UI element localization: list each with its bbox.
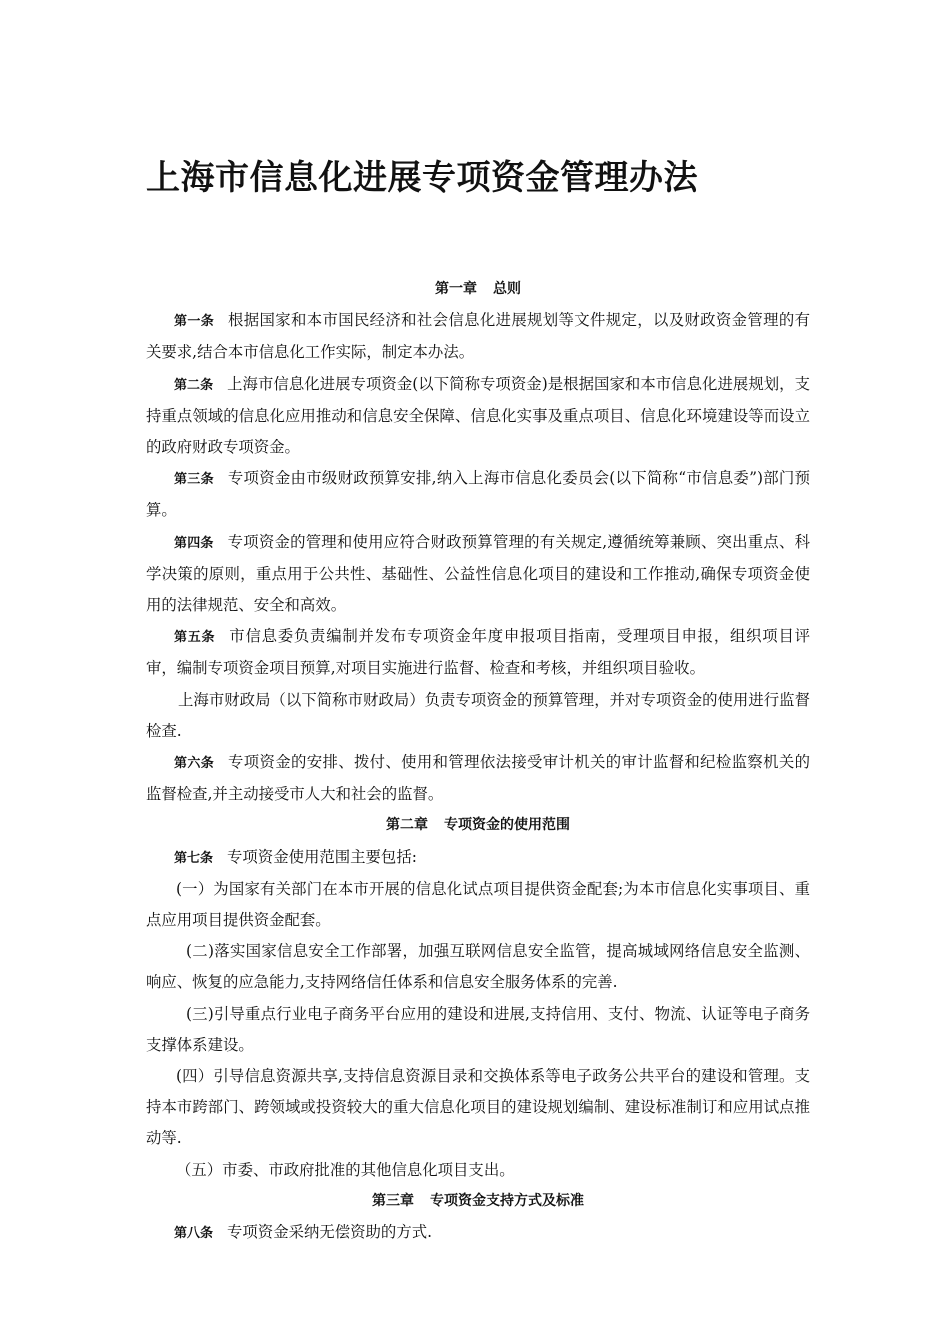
article-5-paragraph-2: 上海市财政局（以下简称市财政局）负责专项资金的预算管理，并对专项资金的使用进行监督检查. (146, 690, 810, 740)
chapter-label: 第一章 (435, 281, 477, 297)
article-number: 第四条 (174, 535, 214, 551)
article-number: 第二条 (174, 377, 214, 393)
article-6 (146, 747, 810, 810)
document-body (146, 274, 810, 1249)
article-2 (146, 369, 810, 464)
article-text: 专项资金由市级财政预算安排,纳入上海市信息化委员会(以下简称“市信息委”)部门预算。 (146, 469, 810, 520)
article-number: 第七条 (174, 850, 214, 866)
document-title: 上海市信息化进展专项资金管理办法 (146, 158, 698, 198)
article-3 (146, 463, 810, 526)
list-item-2: (二)落实国家信息安全工作部署，加强互联网信息安全监管，提高城域网络信息安全监测、响应、恢复的应急能力,支持网络信任体系和信息安全服务体系的完善. (146, 942, 810, 992)
article-1 (146, 305, 810, 368)
article-text: 根据国家和本市国民经济和社会信息化进展规划等文件规定，以及财政资金管理的有关要求,结合本市信息化工作实际，制定本办法。 (146, 311, 810, 362)
article-text: 上海市信息化进展专项资金(以下简称专项资金)是根据国家和本市信息化进展规划，支持重点领域的信息化应用推动和信息安全保障、信息化实事及重点项目、信息化环境建设等而设立的政府财政专项资金。 (146, 374, 810, 457)
article-8 (146, 1217, 810, 1249)
chapter-name: 专项资金支持方式及标准 (430, 1192, 584, 1209)
article-text: 专项资金的安排、拨付、使用和管理依法接受审计机关的审计监督和纪检监察机关的监督检查,并主动接受市人大和社会的监督。 (146, 753, 810, 804)
list-item-3: (三)引导重点行业电子商务平台应用的建设和进展,支持信用、支付、物流、认证等电子商务支撑体系建设。 (146, 1004, 810, 1054)
article-7 (146, 842, 810, 874)
article-5 (146, 621, 810, 684)
chapter-label: 第三章 (372, 1192, 414, 1209)
article-text: 专项资金采纳无偿资助的方式. (227, 1223, 432, 1242)
list-item-4: (四）引导信息资源共享,支持信息资源目录和交换体系等电子政务公共平台的建设和管理。支持本市跨部门、跨领域或投资较大的重大信息化项目的建设规划编制、建设标准制订和应用试点推动等. (146, 1067, 810, 1148)
chapter-name: 总则 (493, 281, 521, 297)
chapter-label: 第二章 (386, 817, 428, 834)
article-text: 专项资金的管理和使用应符合财政预算管理的有关规定,遵循统筹兼顾、突出重点、科学决策的原则，重点用于公共性、基础性、公益性信息化项目的建设和工作推动,确保专项资金使用的法律规范、安全和高效。 (146, 532, 810, 615)
article-number: 第五条 (174, 630, 216, 646)
chapter-name: 专项资金的使用范围 (444, 817, 570, 834)
list-item-5: （五）市委、市政府批准的其他信息化项目支出。 (176, 1160, 515, 1179)
article-text: 专项资金使用范围主要包括: (227, 847, 417, 866)
article-number: 第三条 (174, 472, 214, 488)
chapter-3-heading (146, 1186, 810, 1217)
article-4 (146, 527, 810, 622)
list-item-1: (一）为国家有关部门在本市开展的信息化试点项目提供资金配套;为本市信息化实事项目、重点应用项目提供资金配套。 (146, 879, 810, 930)
article-number: 第一条 (174, 314, 215, 330)
chapter-1-heading (146, 274, 810, 305)
article-number: 第八条 (174, 1226, 214, 1242)
article-number: 第六条 (174, 756, 215, 772)
article-text: 市信息委负责编制并发布专项资金年度申报项目指南，受理项目申报，组织项目评审，编制专项资金项目预算,对项目实施进行监督、检查和考核，并组织项目验收。 (146, 627, 810, 678)
chapter-2-heading (146, 810, 810, 841)
